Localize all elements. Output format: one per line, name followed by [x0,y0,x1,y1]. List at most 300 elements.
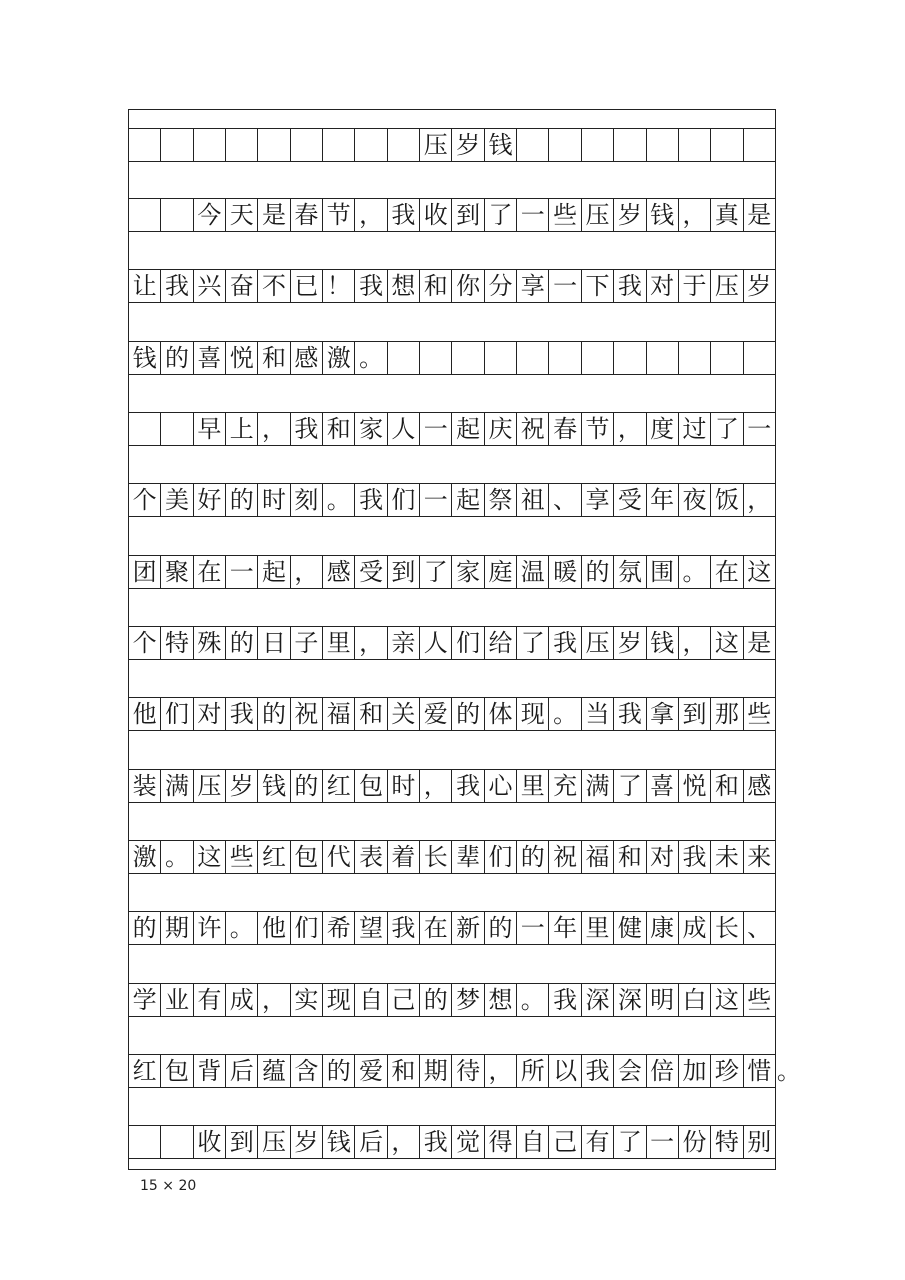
grid-cell: 钱 [647,199,679,231]
grid-cell: ， [485,1055,517,1087]
grid-row [129,198,775,232]
grid-cell: 已 [291,270,323,302]
grid-cell: 到 [226,1126,258,1158]
grid-cell: 红 [258,841,290,873]
grid-cell: 。 [226,912,258,944]
grid-cell: 白 [679,984,711,1016]
grid-cell: 己 [388,984,420,1016]
grid-cell: ， [614,413,646,445]
grid-cell [161,199,193,231]
grid-cell: 起 [452,484,484,516]
grid-cell: 我 [614,698,646,730]
grid-cell: 时 [258,484,290,516]
grid-cell: 那 [711,698,743,730]
grid-cell [420,342,452,374]
grid-cell: 人 [388,413,420,445]
grid-cell: 的 [452,698,484,730]
grid-row [129,483,775,517]
grid-cell: 些 [747,700,772,728]
grid-cell: 以 [549,1055,581,1087]
grid-cell: 不 [258,270,290,302]
grid-cell: 想 [388,270,420,302]
grid-cell [129,129,161,161]
grid-cell: ， [355,199,387,231]
grid-cell [323,129,355,161]
grid-cell [679,342,711,374]
grid-cell: 成 [679,912,711,944]
grid-cell: 许 [194,912,226,944]
grid-cell: 得 [485,1126,517,1158]
grid-cell: 到 [452,199,484,231]
grid-row [129,341,775,375]
grid-cell: 和 [614,841,646,873]
grid-cell: 节 [323,199,355,231]
grid-row [129,626,775,660]
grid-cell: 的 [161,342,193,374]
grid-cell: 起 [258,556,290,588]
grid-cell: ， [420,770,452,802]
grid-cell: 己 [549,1126,581,1158]
grid-cell: 压 [582,199,614,231]
grid-cell: 着 [388,841,420,873]
grid-cell [452,342,484,374]
grid-cell: 兴 [194,270,226,302]
grid-cell: 我 [355,484,387,516]
grid-cell: 我 [452,770,484,802]
grid-cell: 对 [647,841,679,873]
grid-cell: 装 [129,770,161,802]
grid-cell: 我 [226,698,258,730]
grid-cell: 别 [747,1128,772,1156]
grid-cell: 我 [679,841,711,873]
grid-cell: 祭 [485,484,517,516]
grid-cell: 压 [420,129,452,161]
manuscript-grid-sheet [128,109,776,1170]
grid-row [129,128,775,162]
grid-cell: 们 [161,698,193,730]
grid-cell: 关 [388,698,420,730]
grid-cell: 爱 [420,698,452,730]
grid-cell: 会 [614,1055,646,1087]
grid-cell: 加 [679,1055,711,1087]
grid-cell: 明 [647,984,679,1016]
grid-cell: 代 [323,841,355,873]
grid-cell: 激 [129,841,161,873]
grid-cell: 压 [194,770,226,802]
grid-cell: 激 [323,342,355,374]
grid-cell: 新 [452,912,484,944]
grid-cell: 氛 [614,556,646,588]
grid-cell: 今 [194,199,226,231]
grid-cell: 好 [194,484,226,516]
grid-cell: 的 [517,841,549,873]
grid-cell: 压 [711,270,743,302]
grid-cell: 家 [355,413,387,445]
grid-cell: 包 [161,1055,193,1087]
grid-cell: 。 [161,841,193,873]
grid-cell: 到 [388,556,420,588]
grid-cell: 压 [582,627,614,659]
grid-cell: 悦 [679,770,711,802]
grid-cell: 到 [679,698,711,730]
grid-cell: 一 [420,413,452,445]
grid-cell: 当 [582,698,614,730]
grid-cell: 的 [323,1055,355,1087]
grid-cell: 在 [711,556,743,588]
grid-row [129,983,775,1017]
grid-cell: 围 [647,556,679,588]
grid-cell: 聚 [161,556,193,588]
grid-cell: 真 [711,199,743,231]
grid-cell: ， [258,413,290,445]
grid-cell: 背 [194,1055,226,1087]
grid-cell [647,342,679,374]
grid-cell [679,129,711,161]
grid-cell: 充 [549,770,581,802]
grid-cell: 人 [420,627,452,659]
grid-cell: 待 [452,1055,484,1087]
grid-cell: 康 [647,912,679,944]
grid-cell: 、 [549,484,581,516]
grid-cell: 。 [549,698,581,730]
grid-cell: 爱 [355,1055,387,1087]
grid-cell: 在 [420,912,452,944]
grid-cell: 夜 [679,484,711,516]
grid-cell: 享 [582,484,614,516]
grid-cell: 想 [485,984,517,1016]
grid-cell: 刻 [291,484,323,516]
grid-cell: 早 [194,413,226,445]
grid-cell [161,1126,193,1158]
grid-cell: 倍 [647,1055,679,1087]
grid-cell: 让 [129,270,161,302]
grid-cell: 特 [161,627,193,659]
grid-cell: 温 [517,556,549,588]
grid-cell: 体 [485,698,517,730]
grid-cell [549,342,581,374]
grid-cell [647,129,679,161]
grid-row [129,555,775,589]
grid-cell: 一 [517,912,549,944]
grid-cell [291,129,323,161]
grid-cell: 所 [517,1055,549,1087]
grid-cell: 他 [258,912,290,944]
grid-cell: 里 [517,770,549,802]
grid-cell: 这 [711,627,743,659]
grid-cell [129,199,161,231]
grid-cell: 钱 [647,627,679,659]
grid-cell: 暖 [549,556,581,588]
grid-cell: 后 [226,1055,258,1087]
grid-row [129,697,775,731]
grid-cell: 家 [452,556,484,588]
grid-cell: 一 [549,270,581,302]
grid-cell: 们 [388,484,420,516]
grid-cell: 我 [388,199,420,231]
grid-cell: ！ [323,270,355,302]
grid-cell: 业 [161,984,193,1016]
grid-cell [129,413,161,445]
grid-cell: 深 [582,984,614,1016]
grid-cell: 是 [747,629,772,657]
grid-cell: ， [679,199,711,231]
grid-cell: ， [388,1126,420,1158]
grid-cell: 岁 [614,627,646,659]
grid-cell: 含 [291,1055,323,1087]
grid-cell: 、 [747,914,772,942]
grid-cell: 是 [747,201,772,229]
grid-cell: 的 [485,912,517,944]
grid-cell: 受 [355,556,387,588]
grid-cell: 的 [420,984,452,1016]
grid-cell: 感 [747,772,772,800]
grid-cell: ， [355,627,387,659]
grid-cell: 岁 [452,129,484,161]
grid-cell: 我 [291,413,323,445]
grid-cell [517,129,549,161]
grid-cell: 春 [549,413,581,445]
grid-cell: 珍 [711,1055,743,1087]
grid-row [129,769,775,803]
grid-cell: 钱 [258,770,290,802]
grid-cell: 。 [679,556,711,588]
grid-cell: 节 [582,413,614,445]
grid-cell: 包 [355,770,387,802]
grid-cell: 喜 [194,342,226,374]
grid-cell [582,129,614,161]
grid-cell: 祝 [291,698,323,730]
grid-cell: 拿 [647,698,679,730]
grid-cell: 是 [258,199,290,231]
grid-cell: 我 [161,270,193,302]
grid-cell: 给 [485,627,517,659]
grid-cell: 我 [388,912,420,944]
grid-cell: 岁 [747,272,772,300]
grid-cell: 钱 [129,342,161,374]
grid-cell: 一 [517,199,549,231]
grid-cell: 福 [582,841,614,873]
grid-cell: ， [291,556,323,588]
grid-cell: 包 [291,841,323,873]
grid-cell [582,342,614,374]
grid-cell: 心 [485,770,517,802]
grid-cell: ， [747,486,772,514]
grid-cell: 我 [614,270,646,302]
grid-cell: 祝 [549,841,581,873]
grid-row [129,840,775,874]
grid-cell [549,129,581,161]
grid-cell: 期 [161,912,193,944]
grid-cell: 于 [679,270,711,302]
grid-cell: 的 [291,770,323,802]
grid-cell: 。 [323,484,355,516]
grid-cell: 一 [647,1126,679,1158]
grid-cell [129,1126,161,1158]
grid-cell: 度 [647,413,679,445]
grid-cell: 奋 [226,270,258,302]
grid-cell: 自 [355,984,387,1016]
grid-cell: 春 [291,199,323,231]
grid-cell: 对 [194,698,226,730]
grid-cell [194,129,226,161]
grid-cell: 的 [226,484,258,516]
grid-cell: 个 [129,627,161,659]
grid-cell: 年 [647,484,679,516]
grid-cell: 一 [747,415,772,443]
grid-cell: 觉 [452,1126,484,1158]
grid-cell: 感 [291,342,323,374]
grid-cell: 日 [258,627,290,659]
grid-cell: 和 [388,1055,420,1087]
grid-cell: ， [258,984,290,1016]
grid-cell: 辈 [452,841,484,873]
grid-cell: 的 [582,556,614,588]
grid-cell: 深 [614,984,646,1016]
grid-cell: 祖 [517,484,549,516]
grid-cell: 他 [129,698,161,730]
grid-cell: 个 [129,484,161,516]
grid-cell [744,342,775,374]
grid-cell: 了 [614,770,646,802]
grid-cell [711,342,743,374]
grid-cell: 收 [194,1126,226,1158]
grid-cell: 的 [226,627,258,659]
grid-cell: 表 [355,841,387,873]
grid-size-label: 15 × 20 [140,1178,197,1194]
grid-cell: 喜 [647,770,679,802]
grid-cell: 起 [452,413,484,445]
grid-row [129,269,775,303]
grid-cell: 些 [549,199,581,231]
grid-cell: 你 [452,270,484,302]
grid-cell: 望 [355,912,387,944]
grid-row [129,1054,775,1088]
grid-cell: 惜 。 [744,1055,775,1087]
grid-cell: 一 [420,484,452,516]
grid-cell: 悦 [226,342,258,374]
grid-cell: 岁 [614,199,646,231]
grid-cell: 后 [355,1126,387,1158]
grid-row [129,911,775,945]
grid-cell: 福 [323,698,355,730]
grid-cell: 们 [485,841,517,873]
grid-cell [388,129,420,161]
grid-cell: 。 [355,342,387,374]
grid-cell: 红 [323,770,355,802]
grid-cell: 我 [420,1126,452,1158]
grid-cell: 满 [582,770,614,802]
grid-cell: 美 [161,484,193,516]
grid-cell: 里 [323,627,355,659]
grid-cell: 饭 [711,484,743,516]
grid-cell: 团 [129,556,161,588]
grid-cell: 期 [420,1055,452,1087]
grid-cell: 上 [226,413,258,445]
grid-cell [355,129,387,161]
grid-cell: 有 [194,984,226,1016]
grid-cell: 里 [582,912,614,944]
grid-cell [744,129,775,161]
grid-cell [388,342,420,374]
grid-cell: 钱 [485,129,517,161]
grid-cell: 和 [258,342,290,374]
grid-cell: 。 [517,984,549,1016]
grid-cell: 些 [226,841,258,873]
grid-cell: 自 [517,1126,549,1158]
grid-cell: 钱 [323,1126,355,1158]
grid-cell: 份 [679,1126,711,1158]
grid-cell: 蕴 [258,1055,290,1087]
grid-cell [161,129,193,161]
grid-cell: 了 [485,199,517,231]
grid-cell: 来 [747,843,772,871]
grid-cell: 分 [485,270,517,302]
grid-cell: 受 [614,484,646,516]
grid-cell: 梦 [452,984,484,1016]
grid-cell: 我 [355,270,387,302]
grid-cell: 长 [711,912,743,944]
grid-cell: 和 [711,770,743,802]
grid-cell: 了 [420,556,452,588]
grid-cell: 一 [226,556,258,588]
grid-cell: 们 [291,912,323,944]
grid-cell: 庆 [485,413,517,445]
grid-cell: 亲 [388,627,420,659]
grid-cell: 现 [323,984,355,1016]
grid-cell: 和 [323,413,355,445]
grid-cell: 我 [582,1055,614,1087]
grid-cell: 了 [711,413,743,445]
grid-cell: 对 [647,270,679,302]
grid-cell: 特 [711,1126,743,1158]
grid-cell: 长 [420,841,452,873]
grid-cell: 红 [129,1055,161,1087]
grid-cell: 殊 [194,627,226,659]
grid-cell: 收 [420,199,452,231]
grid-row [129,412,775,446]
grid-cell: 在 [194,556,226,588]
grid-cell: 子 [291,627,323,659]
grid-row [129,1125,775,1159]
grid-cell: 这 [747,558,772,586]
grid-cell: 实 [291,984,323,1016]
grid-cell: 我 [549,984,581,1016]
grid-cell: 些 [747,986,772,1014]
grid-cell: 了 [614,1126,646,1158]
grid-cell: 享 [517,270,549,302]
grid-cell: 这 [194,841,226,873]
grid-cell: 学 [129,984,161,1016]
grid-cell: 压 [258,1126,290,1158]
grid-cell: 的 [258,698,290,730]
grid-cell: 和 [420,270,452,302]
grid-cell: 我 [549,627,581,659]
grid-cell: 庭 [485,556,517,588]
grid-cell: 祝 [517,413,549,445]
grid-cell: 未 [711,841,743,873]
grid-cell: 过 [679,413,711,445]
grid-cell [711,129,743,161]
grid-cell [485,342,517,374]
grid-cell: 年 [549,912,581,944]
grid-cell: 健 [614,912,646,944]
grid-cell: 成 [226,984,258,1016]
grid-cell [161,413,193,445]
grid-cell [517,342,549,374]
grid-cell: 下 [582,270,614,302]
grid-cell [614,342,646,374]
grid-cell [614,129,646,161]
